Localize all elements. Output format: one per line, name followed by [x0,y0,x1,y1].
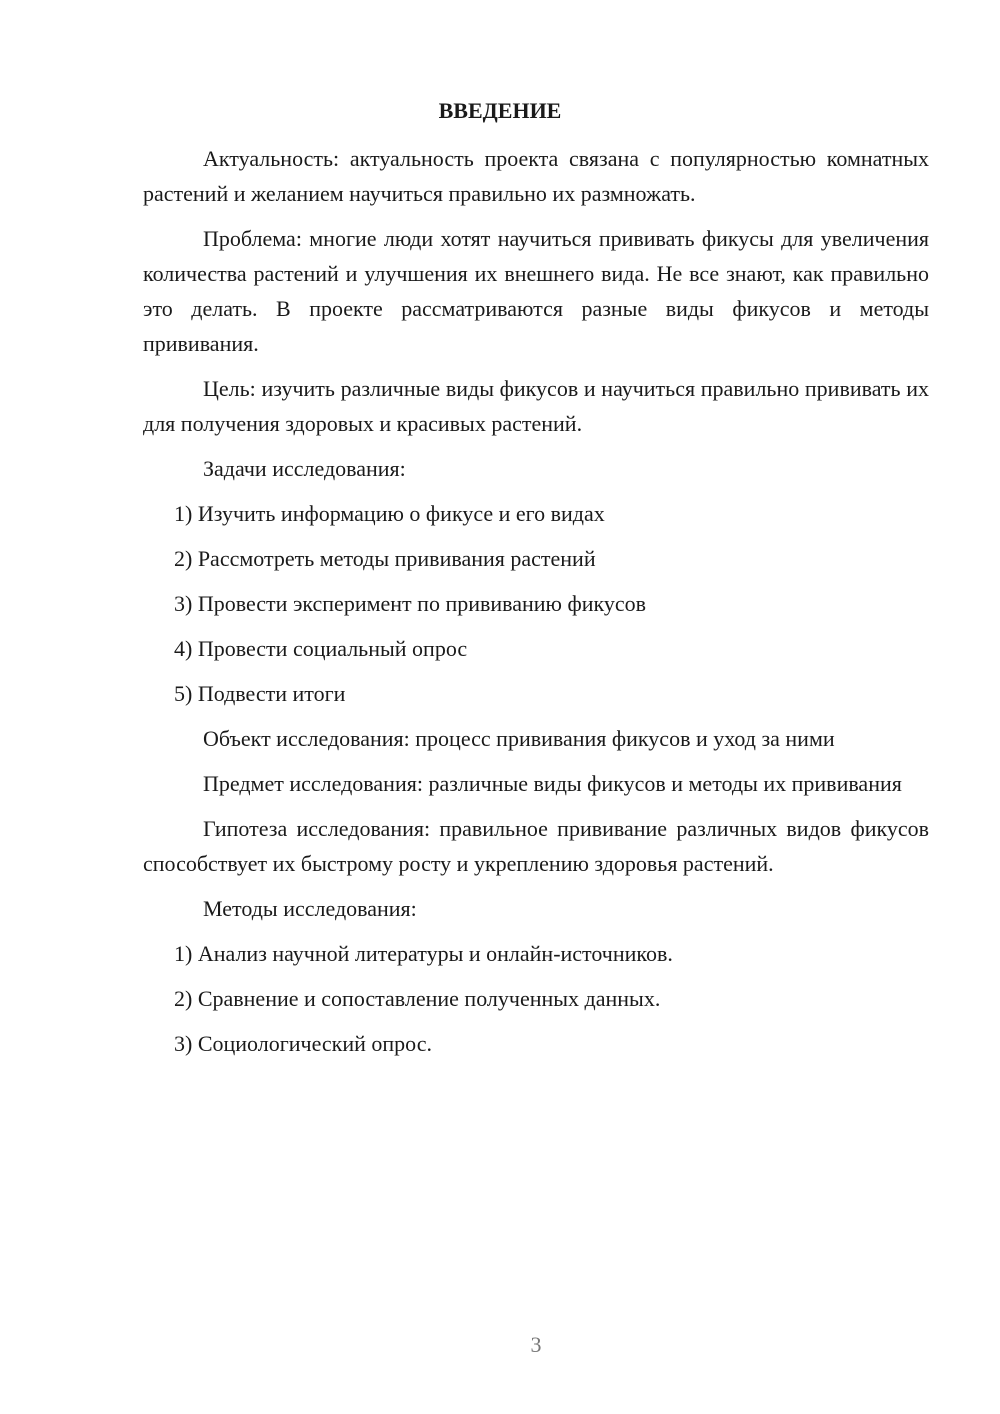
list-item-method-1: 1) Анализ научной литературы и онлайн-источников. [174,941,673,966]
page-title: ВВЕДЕНИЕ [438,98,562,123]
list-item-task-5: 5) Подвести итоги [174,681,346,706]
list-item-task-4: 4) Провести социальный опрос [174,636,468,661]
list-item-task-1: 1) Изучить информацию о фикусе и его видах [174,501,605,526]
list-item-task-3: 3) Провести эксперимент по прививанию фикусов [174,591,647,616]
document-body [143,141,929,1071]
paragraph-hypothesis: Гипотеза исследования: правильное прививание различных видов фикусов способствует их быстрому росту и укреплению здоровья растений. [143,816,929,876]
list-item-method-3: 3) Социологический опрос. [174,1031,432,1056]
paragraph-relevance: Актуальность: актуальность проекта связана с популярностью комнатных растений и желанием научиться правильно их размножать. [143,146,929,206]
paragraph-problem: Проблема: многие люди хотят научиться прививать фикусы для увеличения количества растений и улучшения их внешнего вида. Не все знают, как правильно это делать. В проекте рассматриваются разные виды фикусов и методы прививания. [143,226,929,356]
paragraph-tasks-heading: Задачи исследования: [203,456,406,481]
paragraph-object: Объект исследования: процесс прививания фикусов и уход за ними [203,726,835,751]
list-item-task-2: 2) Рассмотреть методы прививания растений [174,546,596,571]
paragraph-methods-heading: Методы исследования: [203,896,417,921]
page-number: 3 [530,1332,542,1357]
paragraph-subject: Предмет исследования: различные виды фикусов и методы их прививания [203,771,902,796]
list-item-method-2: 2) Сравнение и сопоставление полученных данных. [174,986,661,1011]
paragraph-goal: Цель: изучить различные виды фикусов и научиться правильно прививать их для получения здоровых и красивых растений. [143,376,929,436]
